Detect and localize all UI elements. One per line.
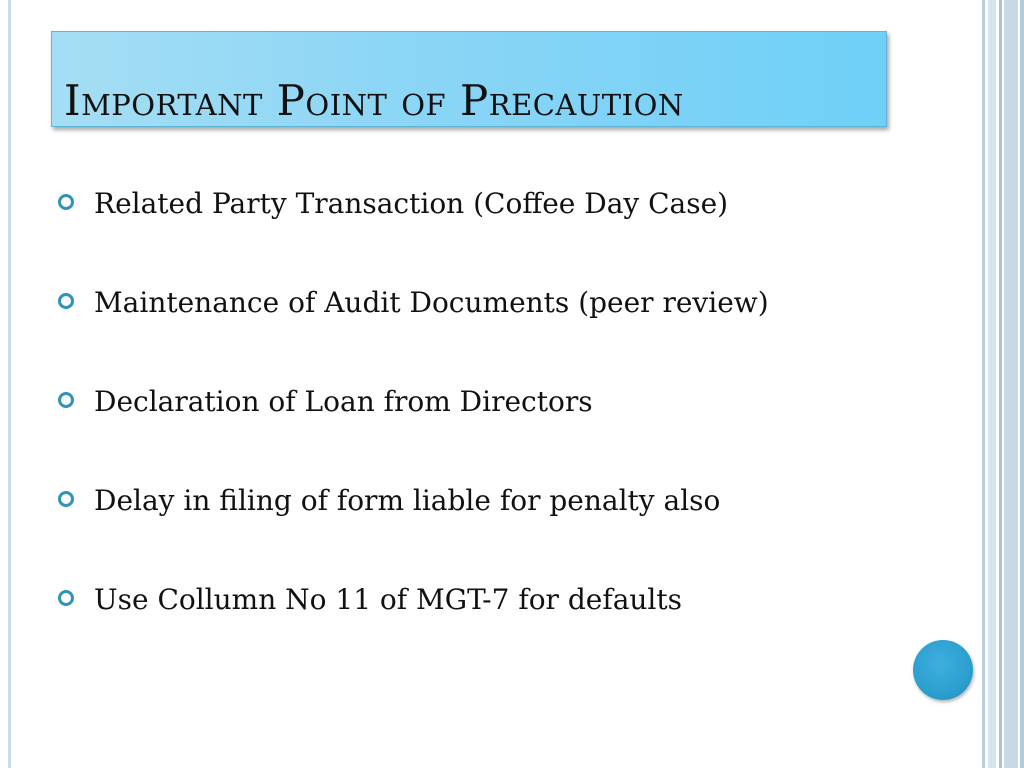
slide-title: Important Point of Precaution [64, 76, 684, 125]
bullet-item [58, 382, 938, 481]
bullet-text: Related Party Transaction (Coffee Day Case) [94, 187, 729, 220]
bullet-text: Use Collumn No 11 of MGT-7 for defaults [94, 583, 682, 616]
hollow-circle-bullet-icon [58, 194, 74, 210]
bullet-text: Maintenance of Audit Documents (peer review) [94, 286, 769, 319]
bullet-text: Delay in filing of form liable for penalty also [94, 484, 721, 517]
bullet-item [58, 481, 938, 580]
bullet-list [58, 184, 938, 679]
hollow-circle-bullet-icon [58, 293, 74, 309]
bullet-item [58, 580, 938, 679]
bullet-item [58, 283, 938, 382]
hollow-circle-bullet-icon [58, 491, 74, 507]
hollow-circle-bullet-icon [58, 392, 74, 408]
bullet-text: Declaration of Loan from Directors [94, 385, 593, 418]
hollow-circle-bullet-icon [58, 590, 74, 606]
bullet-item [58, 184, 938, 283]
blue-circle-icon [913, 640, 973, 700]
